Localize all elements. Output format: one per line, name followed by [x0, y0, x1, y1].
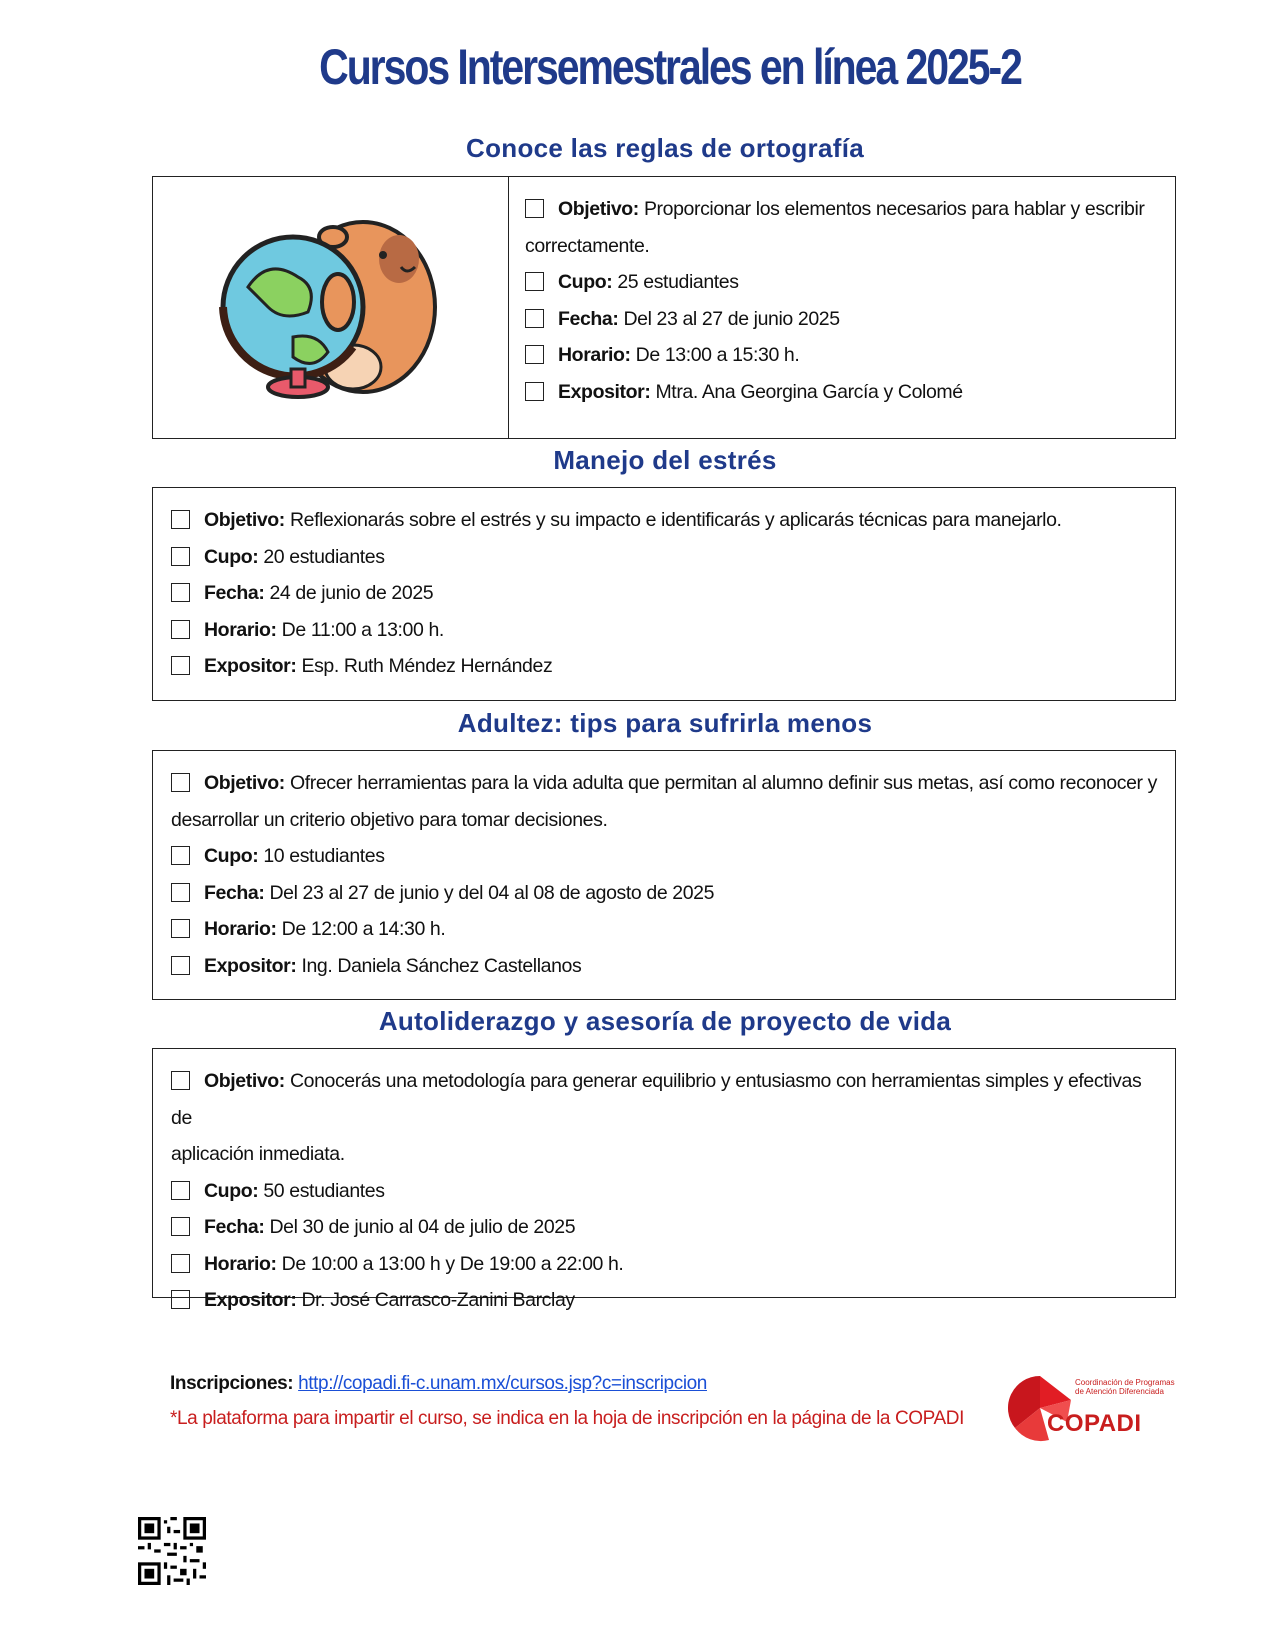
checkbox[interactable] [171, 956, 190, 975]
course-2-box [152, 487, 1176, 701]
checkbox[interactable] [171, 583, 190, 602]
course-1-expositor: Expositor: Mtra. Ana Georgina García y Colomé [525, 374, 1157, 411]
course-1-cupo: Cupo: 25 estudiantes [525, 264, 1157, 301]
course-4-box [152, 1048, 1176, 1311]
course-3-horario: Horario: De 12:00 a 14:30 h. [171, 911, 1157, 948]
course-2-title: Manejo del estrés [553, 445, 777, 475]
checkbox[interactable] [525, 345, 544, 364]
inscripciones-label: Inscripciones: [170, 1373, 294, 1394]
platform-note: *La plataforma para impartir el curso, se indica en la hoja de inscripción en la página de la COPADI [170, 1408, 964, 1429]
course-4-title: Autoliderazgo y asesoría de proyecto de vida [378, 1006, 952, 1036]
checkbox[interactable] [525, 382, 544, 401]
checkbox[interactable] [171, 1254, 190, 1273]
course-1-divider [508, 177, 509, 438]
checkbox[interactable] [525, 199, 544, 218]
course-2-horario: Horario: De 11:00 a 13:00 h. [171, 612, 1157, 649]
checkbox[interactable] [171, 1290, 190, 1309]
course-2-cupo: Cupo: 20 estudiantes [171, 539, 1157, 576]
checkbox[interactable] [171, 846, 190, 865]
course-4-cupo: Cupo: 50 estudiantes [171, 1173, 1157, 1210]
checkbox[interactable] [171, 1217, 190, 1236]
checkbox[interactable] [171, 620, 190, 639]
page-title: Cursos Intersemestrales en línea 2025-2 [319, 39, 1021, 95]
course-1-box [152, 176, 1176, 439]
qr-code[interactable] [138, 1517, 206, 1585]
checkbox[interactable] [171, 883, 190, 902]
course-4-fecha: Fecha: Del 30 de junio al 04 de julio de 2025 [171, 1209, 1157, 1246]
checkbox[interactable] [525, 272, 544, 291]
copadi-logo-name: COPADI [1047, 1410, 1142, 1437]
course-3-title: Adultez: tips para sufrirla menos [457, 708, 873, 738]
course-3-expositor: Expositor: Ing. Daniela Sánchez Castellanos [171, 948, 1157, 985]
course-4-objetivo-cont: aplicación inmediata. [171, 1143, 345, 1165]
course-3-fecha: Fecha: Del 23 al 27 de junio y del 04 al 08 de agosto de 2025 [171, 875, 1157, 912]
course-1-objetivo: Objetivo: Proporcionar los elementos necesarios para hablar y escribir [525, 191, 1157, 228]
course-2-details [171, 502, 1157, 685]
course-2-objetivo: Objetivo: Reflexionarás sobre el estrés y su impacto e identificarás y aplicarás técnicas para manejarlo. [171, 502, 1157, 539]
course-3-objetivo-cont: desarrollar un criterio objetivo para tomar decisiones. [171, 808, 608, 831]
course-3-box [152, 750, 1176, 1000]
copadi-logo-subtitle: Coordinación de Programas de Atención Diferenciada [1075, 1378, 1175, 1396]
checkbox[interactable] [171, 510, 190, 529]
inscripciones-line [170, 1373, 707, 1395]
course-4-expositor: Expositor: Dr. José Carrasco-Zanini Barclay [171, 1282, 1157, 1319]
course-4-details [171, 1063, 1157, 1319]
course-3-objetivo: Objetivo: Ofrecer herramientas para la vida adulta que permitan al alumno definir sus metas, así como reconocer y [171, 765, 1157, 802]
checkbox[interactable] [171, 1071, 190, 1090]
course-1-details [525, 191, 1157, 410]
checkbox[interactable] [171, 656, 190, 675]
course-4-horario: Horario: De 10:00 a 13:00 h y De 19:00 a 22:00 h. [171, 1246, 1157, 1283]
course-1-horario: Horario: De 13:00 a 15:30 h. [525, 337, 1157, 374]
inscripciones-link[interactable]: http://copadi.fi-c.unam.mx/cursos.jsp?c=inscripcion [298, 1373, 707, 1394]
course-1-title: Conoce las reglas de ortografía [466, 133, 864, 163]
copadi-logo [1005, 1370, 1175, 1450]
course-2-expositor: Expositor: Esp. Ruth Méndez Hernández [171, 648, 1157, 685]
course-2-fecha: Fecha: 24 de junio de 2025 [171, 575, 1157, 612]
course-1-objetivo-cont: correctamente. [525, 234, 650, 257]
course-3-details [171, 765, 1157, 984]
checkbox[interactable] [525, 309, 544, 328]
checkbox[interactable] [171, 773, 190, 792]
checkbox[interactable] [171, 1181, 190, 1200]
checkbox[interactable] [171, 547, 190, 566]
checkbox[interactable] [171, 919, 190, 938]
course-4-objetivo: Objetivo: Conocerás una metodología para generar equilibrio y entusiasmo con herramientas simples y efectivas de [171, 1070, 1142, 1129]
capybara-globe-illustration [213, 197, 443, 417]
course-1-fecha: Fecha: Del 23 al 27 de junio 2025 [525, 301, 1157, 338]
course-3-cupo: Cupo: 10 estudiantes [171, 838, 1157, 875]
